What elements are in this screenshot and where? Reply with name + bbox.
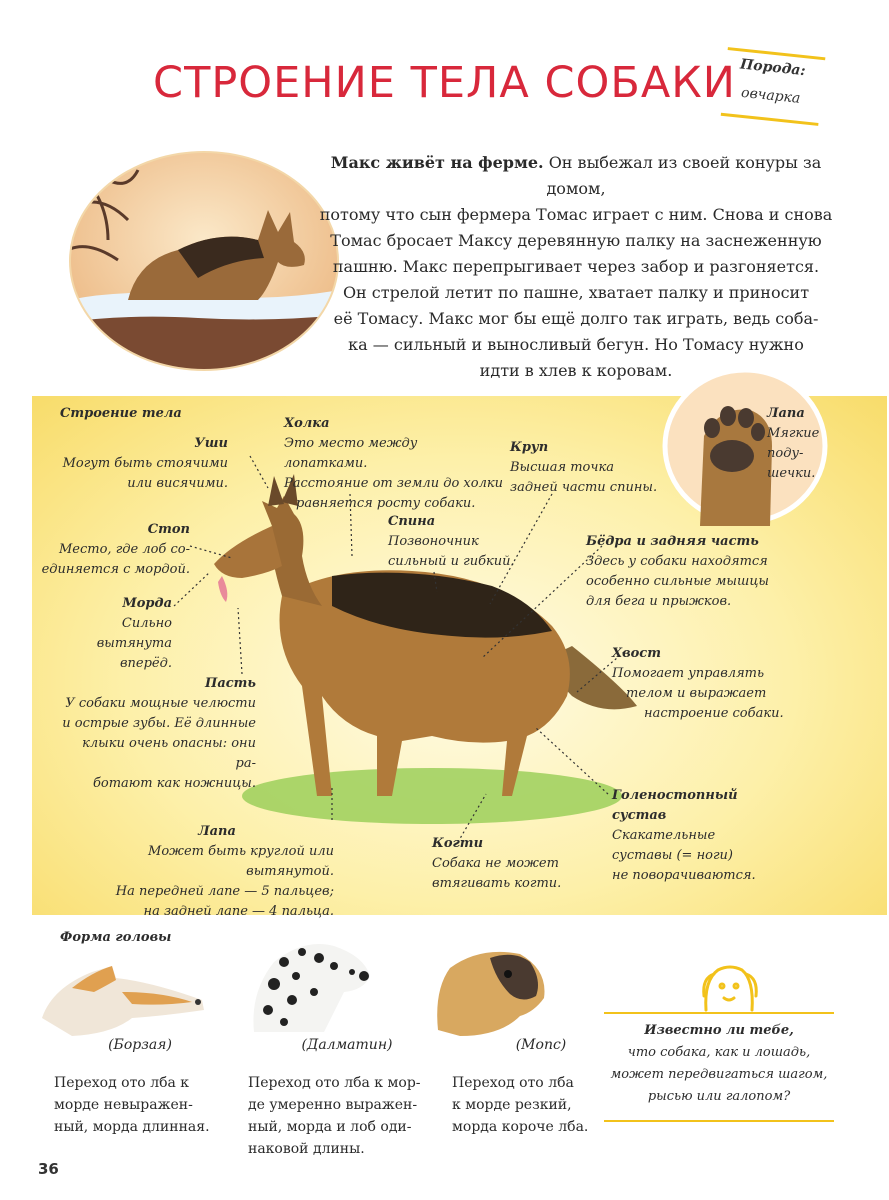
label-thighs: Бёдра и задняя часть Здесь у собаки находятся особенно сильные мышцы для бега и прыжков.: [586, 534, 769, 609]
page-title: СТРОЕНИЕ ТЕЛА СОБАКИ: [153, 58, 736, 108]
fact-line-2: может передвигаться шагом,: [610, 1067, 828, 1082]
label-mouth: Пасть У собаки мощные челюсти и острые зубы. Её длинные клыки очень опасны: они ра- ботают как ножницы.: [62, 676, 256, 791]
page-number: 36: [38, 1160, 59, 1178]
fact-line-1: что собака, как и лошадь,: [627, 1045, 811, 1060]
intro-line-3: Томас бросает Максу деревянную палку на заснеженную: [330, 231, 822, 250]
intro-line-1: Макс живёт на ферме. Он выбежал из своей конуры за домом,: [330, 153, 822, 198]
did-you-know-box: [604, 1012, 834, 1124]
intro-text: [306, 150, 846, 384]
fact-line-3: рысью или галопом?: [647, 1089, 791, 1104]
label-muzzle: Морда Сильно вытянута вперёд.: [96, 596, 172, 671]
breed-bottom-line: [721, 113, 819, 126]
breed-tag: [721, 47, 826, 127]
intro-lead: Макс живёт на ферме.: [330, 153, 544, 172]
intro-line-2: потому что сын фермера Томас играет с ним. Снова и снова: [319, 205, 833, 224]
fact-top-line: [604, 1012, 834, 1014]
label-tail: Хвост Помогает управлять телом и выражает настроение собаки.: [612, 646, 784, 721]
paw-inset-label: Лапа Мягкие поду- шечки.: [767, 406, 820, 481]
intro-line-8: идти в хлев к коровам.: [479, 361, 673, 380]
label-stop: Стоп Место, где лоб со- единяется с мордой.: [41, 522, 190, 577]
breed-value: овчарка: [740, 84, 802, 107]
label-hock: Голеностопный сустав Скакательные суставы (= ноги) не поворачиваются.: [612, 788, 756, 883]
label-claws: Когти Собака не может втягивать когти.: [432, 836, 562, 891]
fact-bottom-line: [604, 1120, 834, 1122]
head-desc-pug: Переход ото лба к морде резкий, морда короче лба.: [452, 1075, 589, 1135]
intro-line-6: её Томасу. Макс мог бы ещё долго так играть, ведь соба-: [333, 309, 819, 328]
intro-line-5: Он стрелой летит по пашне, хватает палку и приносит: [342, 283, 810, 302]
borzoi-head-illustration: [32, 958, 212, 1038]
pug-head-illustration: [430, 940, 550, 1036]
fact-heading: Известно ли тебе,: [644, 1023, 794, 1038]
dog-peeking-icon: [694, 960, 764, 1012]
label-croup: Круп Высшая точка задней части спины.: [510, 440, 658, 495]
anatomy-section-title: Строение тела: [60, 406, 182, 421]
label-back: Спина Позвоночник сильный и гибкий.: [388, 514, 515, 569]
intro-illustration: [68, 150, 340, 372]
label-withers: Холка Это место между лопатками. Расстояние от земли до холки равняется росту собаки.: [284, 416, 503, 511]
head-name-borzoi: (Борзая): [108, 1037, 172, 1053]
dalmatian-head-illustration: [244, 932, 380, 1036]
label-ears: Уши Могут быть стоячими или висячими.: [62, 436, 228, 491]
head-shapes-title: Форма головы: [60, 930, 172, 945]
head-desc-borzoi: Переход ото лба к морде невыражен- ный, морда длинная.: [54, 1075, 210, 1135]
head-name-dalmatian: (Далматин): [301, 1037, 393, 1053]
intro-line-7: ка — сильный и выносливый бегун. Но Томасу нужно: [348, 335, 804, 354]
intro-line-4: пашню. Макс перепрыгивает через забор и разгоняется.: [332, 257, 820, 276]
label-paw: Лапа Может быть круглой или вытянутой. На передней лапе — 5 пальцев; на задней лапе — 4 пальца.: [115, 824, 334, 919]
head-name-pug: (Мопс): [515, 1037, 567, 1053]
breed-label: Порода:: [739, 56, 807, 80]
head-desc-dalmatian: Переход ото лба к мор- де умеренно выражен- ный, морда и лоб оди- наковой длины.: [248, 1075, 421, 1157]
